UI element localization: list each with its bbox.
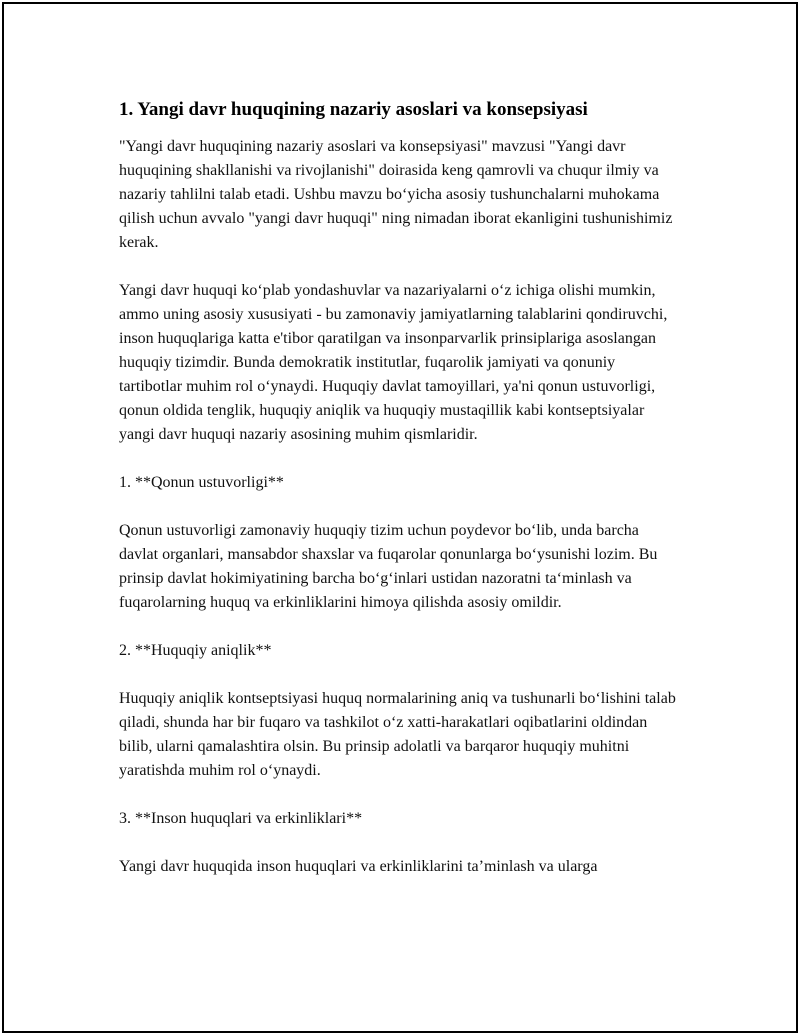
document-content bbox=[119, 97, 679, 903]
subheading-legal-certainty: 2. **Huquqiy aniqlik** bbox=[119, 642, 272, 659]
overview-paragraph: Yangi davr huquqi ko‘plab yondashuvlar va nazariyalarni o‘z ichiga olishi mumkin, ammo uning asosiy xususiyati - bu zamonaviy jamiyatlarning talablarini qondiruvchi, inson huquqlariga katta e'tibor qaratilgan va insonparvarlik prinsiplariga asoslangan huquqiy tizimdir. Bunda demokratik institutlar, fuqarolik jamiyati va qonuniy tartibotlar muhim rol o‘ynaydi. Huquqiy davlat tamoyillari, ya'ni qonun ustuvorligi, qonun oldida tenglik, huquqiy aniqlik va huquqiy mustaqillik kabi kontseptsiyalar yangi davr huquqi nazariy asosining muhim qismlaridir. bbox=[119, 282, 668, 443]
document-page bbox=[2, 2, 798, 1033]
subheading-rule-of-law: 1. **Qonun ustuvorligi** bbox=[119, 474, 284, 491]
rule-of-law-paragraph: Qonun ustuvorligi zamonaviy huquqiy tizim uchun poydevor bo‘lib, unda barcha davlat organlari, mansabdor shaxslar va fuqarolar qonunlarga bo‘ysunishi lozim. Bu prinsip davlat hokimiyatining barcha bo‘g‘inlari ustidan nazoratni ta‘minlash va fuqarolarning huquq va erkinliklarini himoya qilishda asosiy omildir. bbox=[119, 522, 658, 611]
subheading-human-rights: 3. **Inson huquqlari va erkinliklari** bbox=[119, 810, 363, 827]
legal-certainty-paragraph: Huquqiy aniqlik kontseptsiyasi huquq normalarining aniq va tushunarli bo‘lishini talab qiladi, shunda har bir fuqaro va tashkilot o‘z xatti-harakatlari oqibatlarini oldindan bilib, ularni qamalashtira olsin. Bu prinsip adolatli va barqaror huquqiy muhitni yaratishda muhim rol o‘ynaydi. bbox=[119, 690, 676, 779]
section-heading: 1. Yangi davr huquqining nazariy asoslari va konsepsiyasi bbox=[119, 99, 588, 120]
human-rights-paragraph: Yangi davr huquqida inson huquqlari va erkinliklarini ta’minlash va ularga bbox=[119, 858, 598, 875]
intro-paragraph: "Yangi davr huquqining nazariy asoslari va konsepsiyasi" mavzusi "Yangi davr huquqining shakllanishi va rivojlanishi" doirasida keng qamrovli va chuqur ilmiy va nazariy tahlilni talab etadi. Ushbu mavzu bo‘yicha asosiy tushunchalarni muhokama qilish uchun avvalo "yangi davr huquqi" ning nimadan iborat ekanligini tushunishimiz kerak. bbox=[119, 138, 673, 251]
